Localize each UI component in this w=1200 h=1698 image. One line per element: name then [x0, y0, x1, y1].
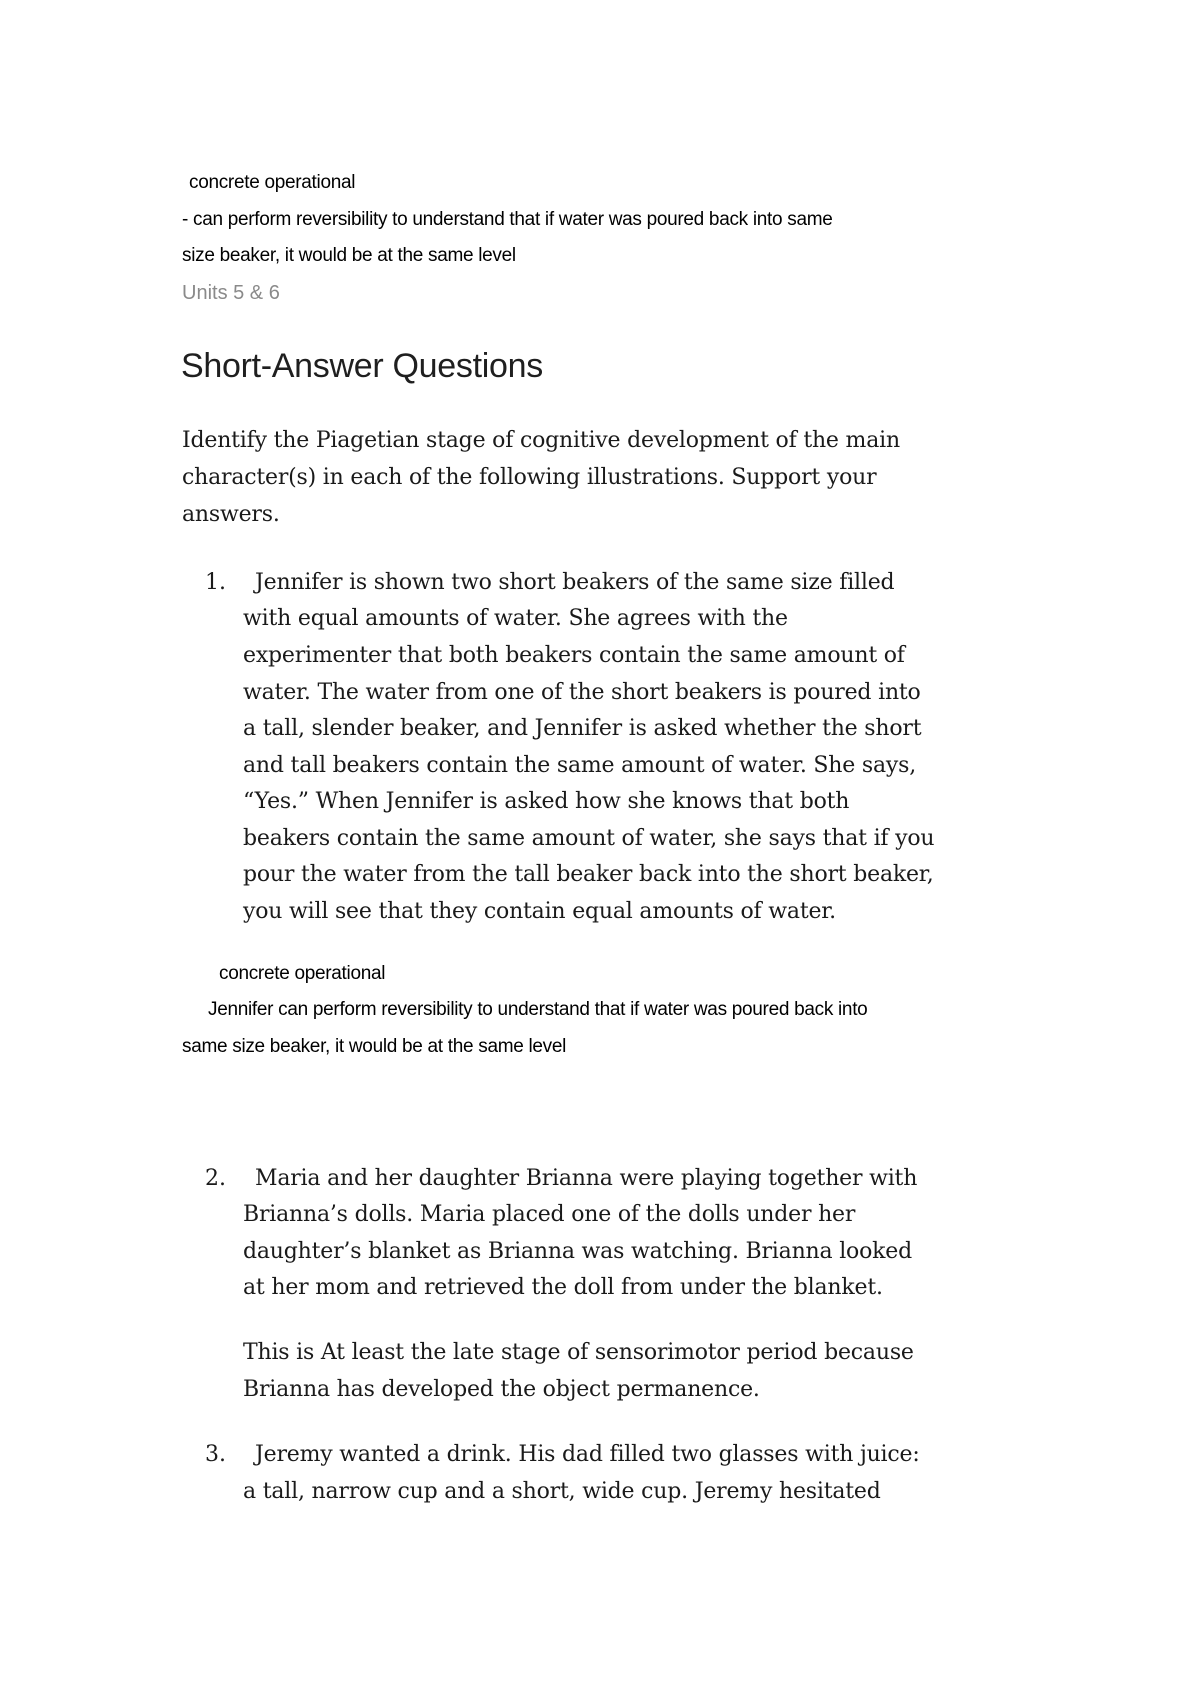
- instructions-line-3: answers.: [182, 502, 280, 527]
- question-1-line: and tall beakers contain the same amount of water. She says,: [243, 753, 916, 778]
- question-3-number: 3.: [205, 1442, 226, 1467]
- instructions-line-2: character(s) in each of the following illustrations. Support your: [182, 465, 877, 490]
- top-answer-stage: concrete operational: [189, 172, 356, 193]
- section-title: Short-Answer Questions: [181, 347, 543, 385]
- question-2-answer-line-2: Brianna has developed the object permanence.: [243, 1377, 760, 1402]
- question-2-line: daughter’s blanket as Brianna was watching. Brianna looked: [243, 1239, 912, 1264]
- question-1-line: Jennifer is shown two short beakers of the same size filled: [255, 570, 895, 595]
- question-1-line: you will see that they contain equal amounts of water.: [243, 899, 836, 924]
- question-2-line: Brianna’s dolls. Maria placed one of the dolls under her: [243, 1202, 856, 1227]
- question-3-line: Jeremy wanted a drink. His dad filled two glasses with juice:: [255, 1442, 920, 1467]
- question-1-number: 1.: [205, 570, 226, 595]
- question-1-answer-stage: concrete operational: [219, 963, 386, 984]
- question-1-line: “Yes.” When Jennifer is asked how she knows that both: [243, 789, 850, 814]
- question-2-line: at her mom and retrieved the doll from under the blanket.: [243, 1275, 883, 1300]
- question-1-line: a tall, slender beaker, and Jennifer is asked whether the short: [243, 716, 922, 741]
- top-answer-line-2: size beaker, it would be at the same level: [182, 245, 516, 266]
- question-2-number: 2.: [205, 1166, 226, 1191]
- question-1-answer-line-1: Jennifer can perform reversibility to understand that if water was poured back into: [208, 999, 868, 1020]
- instructions-line-1: Identify the Piagetian stage of cognitive development of the main: [182, 428, 900, 453]
- question-1-line: with equal amounts of water. She agrees with the: [243, 606, 788, 631]
- units-label: Units 5 & 6: [182, 282, 280, 304]
- question-1-line: experimenter that both beakers contain the same amount of: [243, 643, 905, 668]
- question-2-line: Maria and her daughter Brianna were playing together with: [255, 1166, 918, 1191]
- question-1-line: pour the water from the tall beaker back into the short beaker,: [243, 862, 934, 887]
- question-2-answer-line-1: This is At least the late stage of sensorimotor period because: [243, 1340, 914, 1365]
- question-3-line: a tall, narrow cup and a short, wide cup. Jeremy hesitated: [243, 1479, 881, 1504]
- top-answer-line-1: - can perform reversibility to understand that if water was poured back into same: [182, 209, 833, 230]
- question-1-line: water. The water from one of the short beakers is poured into: [243, 680, 921, 705]
- question-1-line: beakers contain the same amount of water, she says that if you: [243, 826, 935, 851]
- question-1-answer-line-2: same size beaker, it would be at the same level: [182, 1036, 567, 1057]
